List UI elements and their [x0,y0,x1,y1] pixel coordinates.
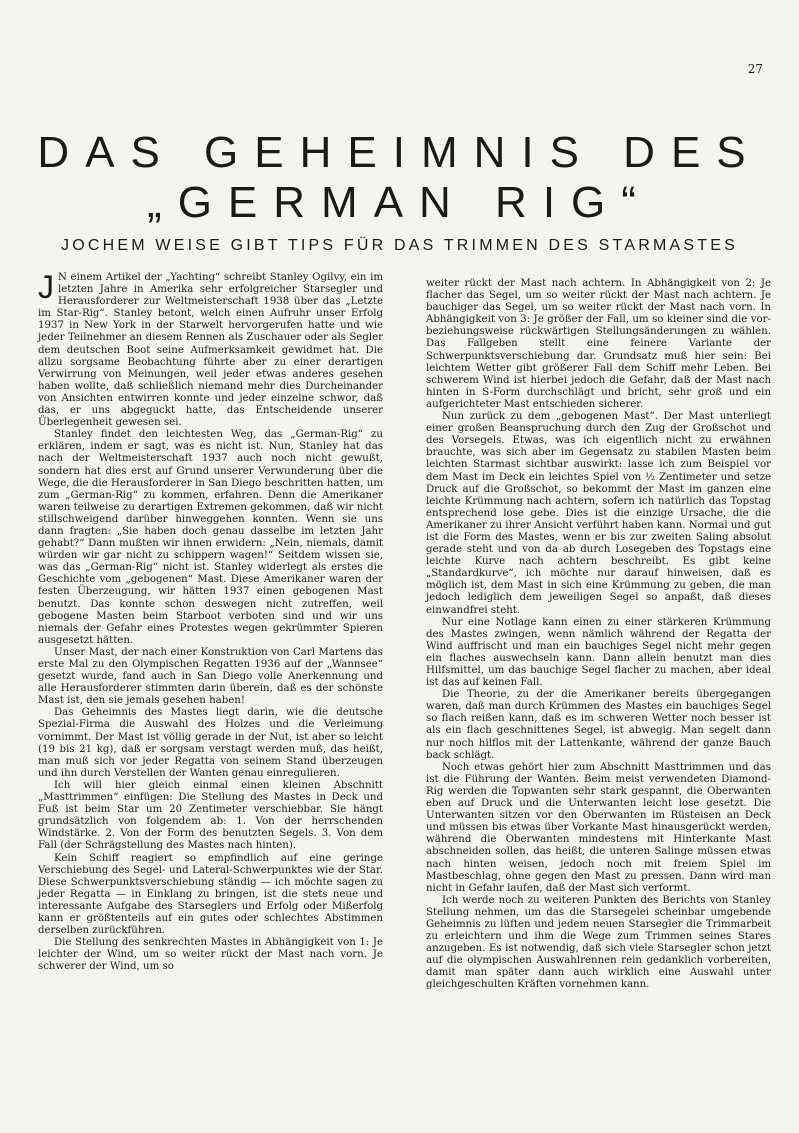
paragraph-8: weiter rückt der Mast nach achtern. In Abhängigkeit von 2: Je flacher das Segel, um so weiter rückt der Mast nach achtern. Je bauchiger das Segel, um so weiter rückt der Mast nach vorn. In Abhängigkeit von 3: Je größer der Fall, um so kleiner sind die vor- beziehungsweise rückwärtigen Stellungsänderungen zu wählen. Das Fallgeben stellt eine feinere Variante der Schwerpunktsverschiebung dar. Grundsatz muß hier sein: Bei leichtem Wetter gibt größerer Fall dem Schiff mehr Leben. Bei schwerem Wind ist hierbei jedoch die Gefahr, daß der Mast nach hinten in S-Form durchschlägt und bricht, sehr groß und ein aufgerichteter Mast entschieden sicherer. [426,278,771,410]
page-number: 27 [747,62,763,76]
paragraph-5: Ich will hier gleich einmal einen kleinen Abschnitt „Masttrimmen“ einfügen: Die Stellung des Mastes in Deck und Fuß ist beim Star um 20 Zentimeter verschiebbar. Sie hängt grundsätzlich von folgendem ab: 1. Von der herrschenden Windstärke. 2. Von der Form des benutzten Segels. 3. Von dem Fall (der Schrägstellung des Mastes nach hinten). [38,779,383,852]
paragraph-4: Das Geheimnis des Mastes liegt darin, wie die deutsche Spezial-Firma die Auswahl des Holzes und die Verleimung vornimmt. Der Mast ist völlig gerade in der Nut, ist aber so leicht (19 bis 21 kg), daß er sorgsam verstagt werden muß, das heißt, man muß sich vor jeder Regatta von seinem Stand überzeugen und ihn durch Verstellen der Wanten genau einregulieren. [38,707,383,779]
title-line-2: „GERMAN RIG“ [147,178,652,227]
right-column [426,278,771,992]
paragraph-2: Stanley findet den leichtesten Weg, das „German-Rig“ zu erklären, indem er sagt, was es nicht ist. Nun, Stanley hat das nach der Weltmeisterschaft 1937 auch noch nicht gewußt, sondern hat dies erst auf Grund unserer Verwunderung über die Wege, die die Herausforderer in San Diego beschritten hatten, um zum „German-Rig“ zu kommen, erfahren. Denn die Amerikaner waren teilweise zu derartigen Extremen gekommen, daß wir nicht stillschweigend darüber hinweggehen konnten. Wenn sie uns dann fragten: „Sie haben doch genau dasselbe im letzten Jahr gehabt?“ Dann mußten wir ihnen erwidern: „Nein, niemals, damit würden wir gar nicht zu schippern wagen!“ Seitdem wissen sie, was das „German-Rig“ nicht ist. Stanley widerlegt als erstes die Geschichte vom „gebogenen“ Mast. Diese Amerikaner waren der festen Überzeugung, wir hätten 1937 einen gebogenen Mast benutzt. Das konnte schon deswegen nicht zutreffen, weil gebogene Masten beim Starboot verboten sind und wir uns niemals der Gefahr eines Protestes wegen gekrümmter Spieren ausgesetzt hätten. [38,429,383,646]
paragraph-1 [38,269,383,429]
paragraph-1-text: N einem Artikel der „Yachting“ schreibt Stanley Ogilvy, ein im letzten Jahre in Amerika sehr erfolgreicher Starsegler und Herausforderer zur Weltmeisterschaft 1938 über das „Letzte im Star-Rig“. Stanley betont, welch einen Aufruhr unser Erfolg 1937 in New York in der Starwelt hervorgerufen hatte und wie jeder Teilnehmer an diesem Rennen als Zuschauer oder als Segler dem deutschen Boot seine Aufmerksamkeit gewidmet hat. Die allzu sorgsame Beobachtung führte aber zu einer derartigen Verwirrung von Meinungen, weil jeder etwas anderes gesehen haben wollte, daß schließlich niemand mehr dies Durcheinander von Ansichten entwirren konnte und jeder einzelne schwor, daß das, er uns abgeguckt hatte, das Entscheidende unserer Überlegenheit gewesen sei. [38,272,383,429]
subtitle: JOCHEM WEISE GIBT TIPS FÜR DAS TRIMMEN DES STARMASTES [61,237,738,254]
title-line-1: DAS GEHEIMNIS DES [37,128,762,177]
paragraph-12: Noch etwas gehört hier zum Abschnitt Masttrimmen und das ist die Führung der Wanten. Beim meist verwendeten Diamond-Rig werden die Topwanten sehr stark gespannt, die Oberwanten eben auf Druck und die Unterwanten leicht lose gesetzt. Die Unterwanten sitzen vor den Oberwanten im Rüsteisen an Deck und müssen bis etwas über Vorkante Mast hinausgerückt werden, während die Oberwanten mindestens mit Hinterkante Mast abschneiden sollen, das heißt, die unteren Salinge müssen etwas nach hinten weisen, jedoch noch mit freiem Spiel im Mastbeschlag, ohne gegen den Mast zu pressen. Dann wird man nicht in Gefahr laufen, daß der Mast sich verformt. [426,761,771,894]
paragraph-13: Ich werde noch zu weiteren Punkten des Berichts von Stanley Stellung nehmen, um das die Starsegelei scheinbar umgebende Geheimnis zu lüften und jedem neuen Starsegler die Trimmarbeit zu erleichtern und ihm die Wege zum Trimmen seines Stares anzugeben. Es ist notwendig, daß sich viele Starsegler schon jetzt auf die olympischen Auswahlrennen rein gedanklich vorbereiten, damit man später dann auch wirklich eine Auswahl unter gleichgeschulten Kräften vornehmen kann. [426,894,771,991]
paragraph-9: Nun zurück zu dem „gebogenen Mast“. Der Mast unterliegt einer großen Beanspruchung durch den Zug der Großschot und des Vorsegels. Etwas, was ich eigentlich nicht zu erwähnen brauchte, was sich aber im Gegensatz zu stabilen Masten beim leichten Starmast sichtbar auswirkt: lasse ich zum Beispiel vor dem Mast im Deck ein leichtes Spiel von ½ Zentimeter und setze Druck auf die Großschot, so bekommt der Mast im ganzen eine leichte Krümmung nach achtern, sofern ich natürlich das Topstag entsprechend lose gebe. Dies ist die einzige Ursache, die die Amerikaner zu ihrer Ansicht verführt haben kann. Normal und gut ist die Form des Mastes, wenn er bis zur zweiten Saling absolut gerade steht und von da ab durch Losegeben des Topstags eine leichte Kurve nach achtern beschreibt. Es gibt keine „Standardkurve“, ich möchte nur darauf hinweisen, daß es möglich ist, dem Mast in sich eine Krümmung zu geben, die man jedoch lediglich dem jeweiligen Segel so anpaßt, daß dieses einwandfrei steht. [426,411,771,616]
paragraph-6: Kein Schiff reagiert so empfindlich auf eine geringe Verschiebung des Segel- und Lateral-Schwerpunktes wie der Star. Diese Schwerpunktsverschiebung ständig — ich möchte sagen zu jeder Regatta — in Einklang zu bringen, ist die stets neue und interessante Aufgabe des Starseglers und Erfolg oder Mißerfolg kann er größtenteils auf ein gutes oder schlechtes Abstimmen derselben zurückführen. [38,852,383,937]
paragraph-7: Die Stellung des senkrechten Mastes in Abhängigkeit von 1: Je leichter der Wind, um so weiter rückt der Mast nach vorn. Je schwerer der Wind, um so [38,937,383,973]
paragraph-3: Unser Mast, der nach einer Konstruktion von Carl Martens das erste Mal zu den Olympischen Regatten 1936 auf der „Wannsee“ gesetzt wurde, fand auch in San Diego volle Anerkennung und alle Herausforderer stimmten darin überein, daß es der schönste Mast ist, den sie jemals gesehen haben! [38,646,383,707]
paragraph-11: Die Theorie, zu der die Amerikaner bereits übergegangen waren, daß man durch Krümmen des Mastes ein bauchiges Segel so flach reißen kann, daß es im schweren Wetter noch besser ist als ein flach geschnittenes Segel, ist abwegig. Man segelt dann nur noch hilflos mit der Lattenkante, während der ganze Bauch back schlägt. [426,689,771,761]
left-column [38,269,383,973]
drop-cap: J [38,269,54,305]
paragraph-10: Nur eine Notlage kann einen zu einer stärkeren Krümmung des Mastes zwingen, wenn nämlich während der Regatta der Wind auffrischt und man ein bauchiges Segel nicht mehr gegen ein flaches auswechseln kann. Dann allein benutzt man dies Hilfsmittel, um das bauchige Segel flacher zu machen, aber ideal ist das auf keinen Fall. [426,616,771,689]
